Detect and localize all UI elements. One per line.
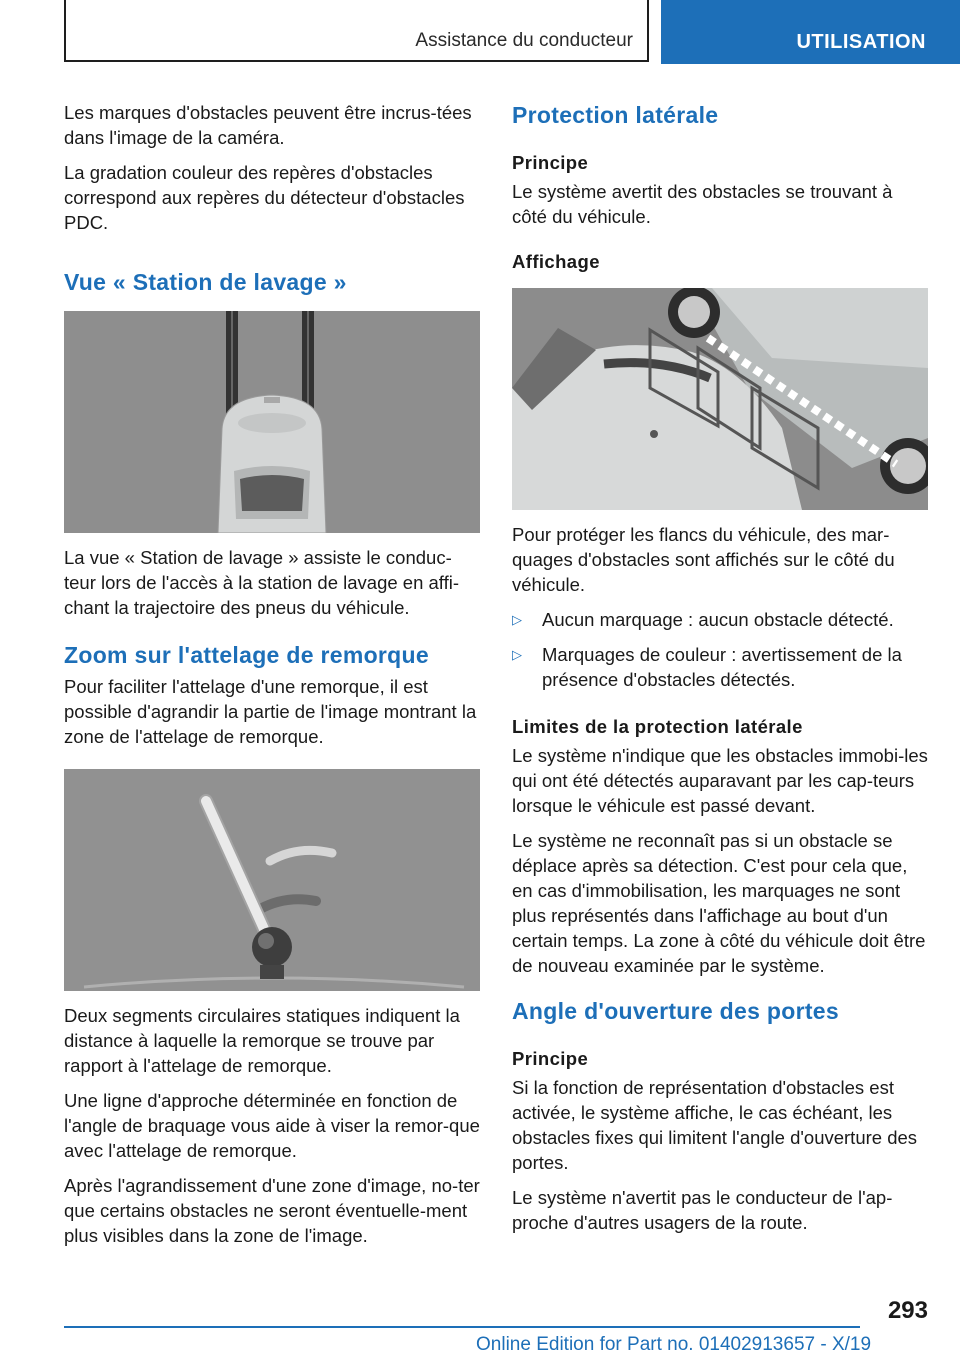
list-item: ▷ Marquages de couleur : avertissement de la présence d'obstacles détectés. <box>512 644 902 690</box>
triangle-right-icon: ▷ <box>512 647 522 662</box>
paragraph-limits-1: Le système n'indique que les obstacles immobi-les qui ont été détectés auparavant par les cap-teurs lorsque le véhicule est passé devant. <box>512 745 928 816</box>
page-header <box>0 0 960 70</box>
paragraph-after-zoom: Après l'agrandissement d'une zone d'image, no-ter que certains obstacles ne seront éventuelle-ment plus visibles dans la zone de l'image. <box>64 1175 480 1246</box>
display-bullet-list <box>512 607 930 692</box>
list-item: ▷ Aucun marquage : aucun obstacle détecté. <box>512 609 894 630</box>
paragraph-car-wash: La vue « Station de lavage » assiste le conduc-teur lors de l'accès à la station de lavage en affi-chant la trajectoire des pneus du véhicule. <box>64 547 460 618</box>
subheading-limits: Limites de la protection latérale <box>512 716 803 737</box>
paragraph-principle: Le système avertit des obstacles se trouvant à côté du véhicule. <box>512 181 893 227</box>
right-column <box>512 100 930 1245</box>
page-number: 293 <box>887 1297 928 1324</box>
paragraph-color-gradation: La gradation couleur des repères d'obstacles correspond aux repères du détecteur d'obstacles PDC. <box>64 162 465 233</box>
heading-side-protection: Protection latérale <box>512 102 719 128</box>
heading-car-wash-view: Vue « Station de lavage » <box>64 269 347 295</box>
paragraph-limits-2: Le système ne reconnaît pas si un obstacle se déplace après sa détection. C'est pour cela que, en cas d'immobilisation, les marquages ne sont plus représentés dans l'affichage au bout d'un certain temps. La zone à côté du véhicule doit être de nouveau examinée par le système. <box>512 830 926 976</box>
paragraph-circular-segments: Deux segments circulaires statiques indiquent la distance à laquelle la remorque se trouve par rapport à l'attelage de remorque. <box>64 1005 460 1076</box>
subheading-principle-doors: Principe <box>512 1048 589 1069</box>
subheading-principle: Principe <box>512 152 589 173</box>
left-column <box>64 100 482 1258</box>
subheading-display: Affichage <box>512 251 600 272</box>
paragraph-doors-2: Le système n'avertit pas le conducteur de l'ap-proche d'autres usagers de la route. <box>512 1187 893 1233</box>
paragraph-display: Pour protéger les flancs du véhicule, des mar-quages d'obstacles sont affichés sur le côté du véhicule. <box>512 524 895 595</box>
heading-door-angle: Angle d'ouverture des portes <box>512 998 839 1024</box>
section-title: Assistance du conducteur <box>415 30 633 51</box>
side-protection-image <box>512 288 928 510</box>
hitch-zoom-image <box>64 769 480 991</box>
footer-divider <box>64 1326 860 1328</box>
chapter-tab <box>661 0 960 64</box>
paragraph-hitch-zoom: Pour faciliter l'attelage d'une remorque, il est possible d'agrandir la partie de l'image montrant la zone de l'attelage de remorque. <box>64 676 477 747</box>
car-wash-view-image <box>64 311 480 533</box>
chapter-title: UTILISATION <box>796 31 926 53</box>
paragraph-doors-1: Si la fonction de représentation d'obstacles est activée, le système affiche, le cas échéant, les obstacles fixes qui limitent l'angle d'ouverture des portes. <box>512 1077 918 1173</box>
paragraph-obstacle-marks: Les marques d'obstacles peuvent être incrus-tées dans l'image de la caméra. <box>64 102 472 148</box>
edition-footer: Online Edition for Part no. 01402913657 - X/19 <box>476 1334 872 1355</box>
triangle-right-icon: ▷ <box>512 612 522 627</box>
section-tab <box>64 0 649 62</box>
heading-hitch-zoom: Zoom sur l'attelage de remorque <box>64 642 429 668</box>
paragraph-approach-line: Une ligne d'approche déterminée en fonction de l'angle de braquage vous aide à viser la remor-que avec l'attelage de remorque. <box>64 1090 480 1161</box>
